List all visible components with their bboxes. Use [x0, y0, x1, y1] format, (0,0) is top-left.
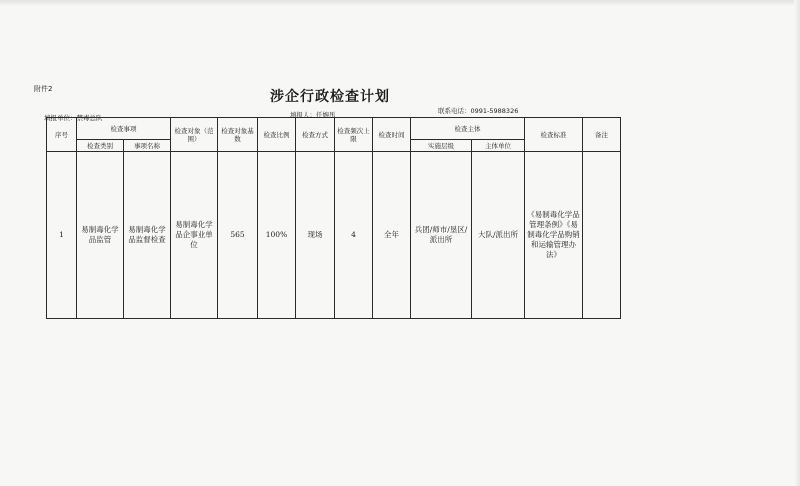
header-row-1	[47, 118, 621, 140]
cell-unit: 大队/派出所	[472, 152, 525, 319]
cell-frequency: 4	[335, 152, 373, 319]
header-subject: 检查主体	[411, 118, 525, 140]
header-method: 检查方式	[296, 118, 335, 152]
header-ratio: 检查比例	[258, 118, 296, 152]
attachment-label: 附件2	[34, 85, 53, 93]
scan-edge-top	[0, 0, 800, 6]
cell-base: 565	[218, 152, 258, 319]
header-level: 实施层级	[411, 140, 472, 152]
header-unit: 主体单位	[472, 140, 525, 152]
cell-item-name: 易制毒化学品监督检查	[124, 152, 171, 319]
document-title: 涉企行政检查计划	[270, 89, 390, 105]
cell-ratio: 100%	[258, 152, 296, 319]
cell-level: 兵团/师市/垦区/派出所	[411, 152, 472, 319]
table-row	[47, 152, 621, 319]
filling-unit: 填报单位：禁毒总队	[44, 114, 103, 122]
cell-target: 易制毒化学品企事业单位	[171, 152, 218, 319]
cell-method: 现场	[296, 152, 335, 319]
cell-remark	[583, 152, 621, 319]
cell-standard: 《易制毒化学品管理条例》《易制毒化学品购销和运输管理办法》	[525, 152, 583, 319]
cell-seq: 1	[47, 152, 77, 319]
cell-item-type: 易制毒化学品监管	[77, 152, 124, 319]
header-item-name: 事项名称	[124, 140, 171, 152]
inspection-plan-table	[46, 117, 621, 319]
header-target: 检查对象（范围）	[171, 118, 218, 152]
header-items: 检查事项	[77, 118, 171, 140]
scan-edge-right	[794, 0, 800, 486]
filler-name: 填报人：任婉彤	[290, 111, 336, 119]
header-base: 检查对象基数	[218, 118, 258, 152]
contact-phone: 联系电话：0991-5988326	[438, 107, 519, 115]
header-seq: 序号	[47, 118, 77, 152]
cell-time: 全年	[373, 152, 411, 319]
header-frequency: 检查频次上限	[335, 118, 373, 152]
header-time: 检查时间	[373, 118, 411, 152]
header-remark: 备注	[583, 118, 621, 152]
header-standard: 检查标准	[525, 118, 583, 152]
header-item-type: 检查类别	[77, 140, 124, 152]
